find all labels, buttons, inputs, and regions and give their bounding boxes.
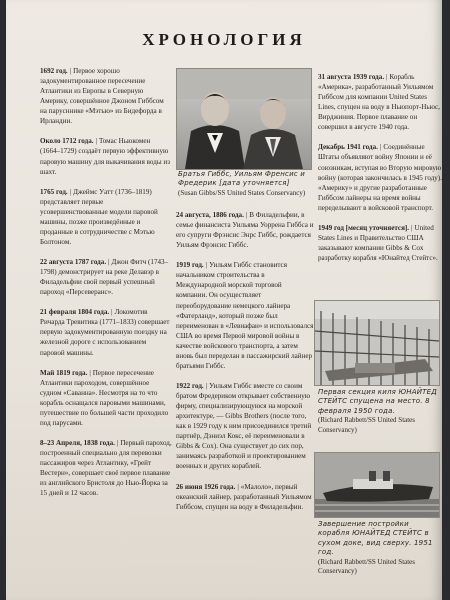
entry-text: United States Lines и Правительство США заказывают компании Gibbs & Cox разработку корабля «Юнайтед Стейтс». [318,223,438,262]
photo1-credit: (Susan Gibbs/SS United States Conservancy) [178,188,306,197]
page-title: ХРОНОЛОГИЯ [142,30,306,49]
book-page [6,0,442,600]
entry-date: Около 1712 года. [40,137,94,146]
timeline-entry: 1919 год. | Уильям Гиббс становится начальником строительства в Международной морской торговой компании. Он осуществляет переоборудование немецкого лайнера «Фатерланд», который позже был переименован в «Левиафан» и использовался США во время Первой мировой войны в качестве войскового транспорта, а затем вновь был переделан в пассажирский лайнер братьями Гиббс. [176,261,314,370]
entry-text: Локомотив Ричарда Тревитика (1771–1833) совершает первую задокументированную поездку на железной дороге с использованием паровой машины. [40,308,170,357]
entry-date: 1949 год [месяц уточняется]. [318,223,410,232]
photo2-caption [318,388,442,435]
dry-dock-photo [314,452,440,518]
entry-text: Джеймс Уатт (1736–1819) представляет первые усовершенствованные модели паровой машины, позже произведённые и проданные в сотрудничестве с Мэтью Болтоном. [40,187,158,246]
entry-date: 31 августа 1939 года. [318,73,385,81]
entry-date: 1919 год. [176,261,204,270]
entry-text: Соединённые Штаты объявляют войну Японии и её союзникам, вступая во Вторую мировую войну (которая закончилась в 1945 году). «Америку» и другие разработанные Гиббсом лайнеры на время войны переделывают в войсковой транспорт. [318,143,442,212]
entry-date: 1765 год. [40,187,68,196]
entry-date: 24 августа, 1886 года. [176,211,244,219]
timeline-column-1 [40,66,172,508]
timeline-entry: 1692 год. | Первое хорошо задокументированное пересечение Атлантики из Европы в Северную Америку, совершённое Джоном Гиббсом на парусннике «Мэтью» из Бидефорда в Ирландии. [40,67,164,126]
dry-dock-image [315,453,439,517]
photo1-caption-text: Братья Гиббс, Уильям Френсис и Фредерик [дата уточняется] [178,170,306,188]
entry-date: 22 августа 1787 года. [40,258,107,266]
entry-text: Джон Фитч (1743–1798) демонстрирует на реке Делавэр в Филадельфии свой первый успешный пароход «Персеверанс». [40,258,169,297]
entry-text: Первый пароход, построенный специально для перевозки пассажиров через Атлантику, «Грейт Вестерн», совершает своё первое плавание из английского Бристоля до Нью-Йорка за 15 дней и 12 часов. [40,438,172,498]
timeline-entry: Май 1819 года. | Первое пересечение Атлантики пароходом, совершённое судном «Саванна». Несмотря на то что корабль оснащался паровыми машинами, путешествие по большей части проходило под парусами. [40,368,169,427]
entry-text: Первое пересечение Атлантики пароходом, совершённое судном «Саванна». Несмотря на то что корабль оснащался паровыми машинами, путешествие по большей части проходило под парусами. [40,368,169,427]
photo2-credit: (Richard Rabbett/SS United States Conservancy) [318,416,416,434]
timeline-entry: 1765 год. | Джеймс Уатт (1736–1819) представляет первые усовершенствованные модели паровой машины, позже произведённые и проданные в сотрудничестве с Мэтью Болтоном. [40,187,158,246]
entry-text: «Малоло», первый океанский лайнер, разработанный Уильямом Гиббсом, спущен на воду в Филадельфии. [176,482,312,511]
shipyard-image [315,301,439,385]
entry-text: Томас Ньюкомен (1664–1729) создаёт первую эффективную паровую машину для выкачивания воды из шахт. [40,137,171,176]
entry-date: 21 февраля 1804 года. [40,308,110,317]
photo1-caption [178,170,316,198]
entry-text: Первое хорошо задокументированное пересечение Атлантики из Европы в Северную Америку, совершённое Джоном Гиббсом на парусннике «Мэтью» из Бидефорда в Ирландии. [40,67,164,126]
entry-date: 8–23 Апреля, 1838 года. [40,438,115,447]
entry-date: Декабрь 1941 года. [318,143,378,152]
photo3-caption-text: Завершение постройки корабля ЮНАЙТЕД СТЕЙТС в сухом доке, вид сверху. 1951 год. [318,520,433,557]
entry-text: Уильям Гиббс вместе со своим братом Фредериком открывает собственную фирму, специализирующуюся на морской архитектуре, — Gibbs Brothers (после того, как в 1929 году к ним присоединился третий партнёр, Дэниэл Кокс, её переименовали в Gibbs & Cox). Она существует до сих пор, занимаясь разработкой и проектированием военных и других кораблей. [176,381,312,471]
entry-date: Май 1819 года. [40,368,88,377]
timeline-entry: 1949 год [месяц уточняется]. | United States Lines и Правительство США заказывают компании Gibbs & Cox разработку корабля «Юнайтед Стейтс». [318,223,438,262]
timeline-entry: 8–23 Апреля, 1838 года. | Первый пароход, построенный специально для перевозки пассажиров через Атлантику, «Грейт Вестерн», совершает своё первое плавание из английского Бристоля до Нью-Йорка за 15 дней и 12 часов. [40,438,172,498]
timeline-column-2 [176,210,314,522]
timeline-entry: 31 августа 1939 года. | Корабль «Америка», разработанный Уильямом Гиббсом для компании United States Lines, спущен на воду в Ньюпорт-Ньюс, Вирджиния. Первое плавание он совершил в августе 1940 года. [318,73,440,132]
timeline-column-3 [318,72,442,273]
photo3-credit: (Richard Rabbett/SS United States Conservancy) [318,557,416,576]
timeline-entry: 26 июня 1926 года. | «Малоло», первый океанский лайнер, разработанный Уильямом Гиббсом, спущен на воду в Филадельфии. [176,482,312,511]
timeline-entry: Декабрь 1941 года. | Соединённые Штаты объявляют войну Японии и её союзникам, вступая во Вторую мировую войну (которая закончилась в 1945 году). «Америку» и другие разработанные Гиббсом лайнеры на время войны переделывают в войсковой транспорт. [318,143,442,212]
timeline-entry: 21 февраля 1804 года. | Локомотив Ричарда Тревитика (1771–1833) совершает первую задокументированную поездку на железной дороге с использованием паровой машины. [40,308,170,357]
portrait-image [177,69,311,169]
entry-text: Уильям Гиббс становится начальником строительства в Международной морской торговой компании. Он осуществляет переоборудование немецкого лайнера «Фатерланд», который позже был переименован в «Левиафан» и использовался США во время Первой мировой войны в качестве войскового транспорта, а затем вновь был переделан в пассажирский лайнер братьями Гиббс. [176,261,314,370]
photo3-caption [318,520,442,577]
photo2-caption-text: Первая секция киля ЮНАЙТЕД СТЕЙТС спущена на место. 8 февраля 1950 года. [318,388,437,415]
timeline-entry: 1922 год. | Уильям Гиббс вместе со своим братом Фредериком открывает собственную фирму, специализирующуюся на морской архитектуре, — Gibbs Brothers (после того, как в 1929 году к ним присоединился третий партнёр, Дэниэл Кокс, её переименовали в Gibbs & Cox). Она существует до сих пор, занимаясь разработкой и проектированием военных и других кораблей. [176,381,312,471]
timeline-entry: 24 августа, 1886 года. | В Филадельфии, в семье финансиста Уильяма Уоррена Гиббса и его супруги Фрэнсис Энрс Гиббс, рождается Уильям Фрэнсис Гиббс. [176,211,314,250]
timeline-entry: Около 1712 года. | Томас Ньюкомен (1664–1729) создаёт первую эффективную паровую машину для выкачивания воды из шахт. [40,137,171,176]
entry-date: 26 июня 1926 года. [176,482,236,491]
entry-text: В Филадельфии, в семье финансиста Уильяма Уоррена Гиббса и его супруги Фрэнсис Энрс Гиббс, рождается Уильям Фрэнсис Гиббс. [176,211,314,250]
entry-date: 1922 год. [176,381,204,390]
keel-section-photo [314,300,440,386]
timeline-entry: 22 августа 1787 года. | Джон Фитч (1743–1798) демонстрирует на реке Делавэр в Филадельфии свой первый успешный пароход «Персеверанс». [40,258,169,297]
gibbs-brothers-photo [176,68,312,170]
entry-text: Корабль «Америка», разработанный Уильямом Гиббсом для компании United States Lines, спущен на воду в Ньюпорт-Ньюс, Вирджиния. Первое плавание он совершил в августе 1940 года. [318,73,440,132]
entry-date: 1692 год. [40,67,68,75]
